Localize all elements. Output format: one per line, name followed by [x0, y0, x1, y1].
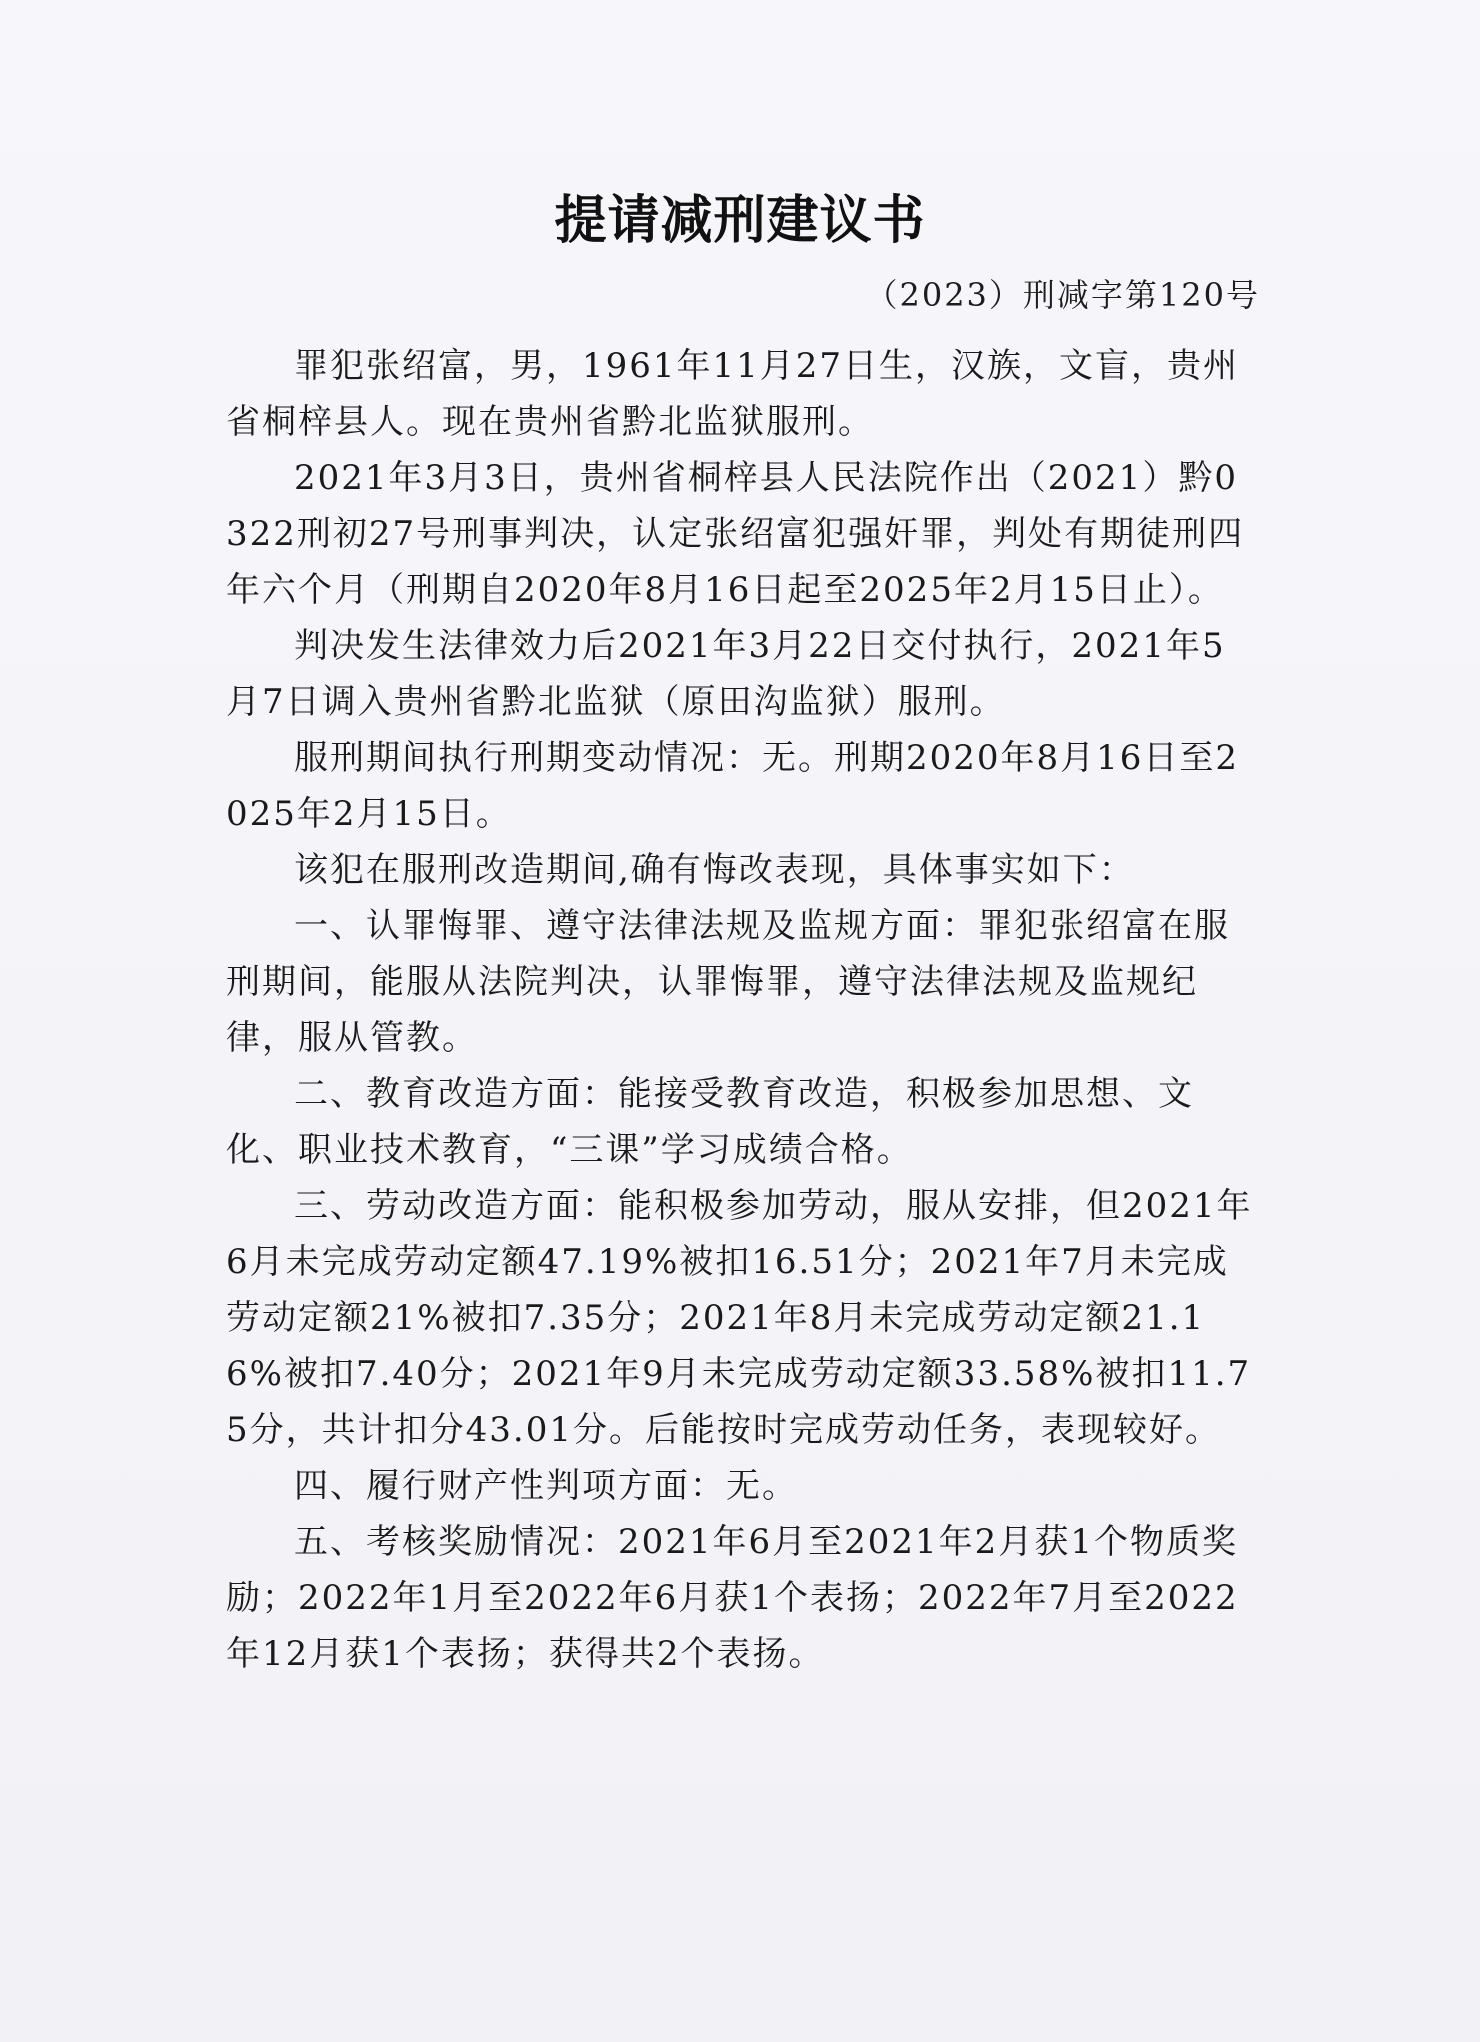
document-body: [226, 338, 1260, 1682]
document-number: （2023）刑减字第120号: [865, 276, 1260, 314]
paragraph-3: 判决发生法律效力后2021年3月22日交付执行，2021年5月7日调入贵州省黔北监狱（原田沟监狱）服刑。: [226, 626, 1226, 722]
paragraph-10: 五、考核奖励情况：2021年6月至2021年2月获1个物质奖励；2022年1月至2022年6月获1个表扬；2022年7月至2022年12月获1个表扬；获得共2个表扬。: [226, 1522, 1239, 1674]
paragraph-7: 二、教育改造方面：能接受教育改造，积极参加思想、文化、职业技术教育，“三课”学习成绩合格。: [226, 1074, 1194, 1170]
paragraph-4: 服刑期间执行刑期变动情况：无。刑期2020年8月16日至2025年2月15日。: [226, 738, 1240, 834]
paragraph-5: 该犯在服刑改造期间,确有悔改表现，具体事实如下：: [294, 850, 1135, 890]
document-title: 提请减刑建议书: [554, 190, 926, 251]
paragraph-1: 罪犯张绍富，男，1961年11月27日生，汉族，文盲，贵州省桐梓县人。现在贵州省黔北监狱服刑。: [226, 346, 1240, 442]
paragraph-6: 一、认罪悔罪、遵守法律法规及监规方面：罪犯张绍富在服刑期间，能服从法院判决，认罪悔罪，遵守法律法规及监规纪律，服从管教。: [226, 906, 1230, 1058]
paragraph-9: 四、履行财产性判项方面：无。: [294, 1466, 798, 1506]
paragraph-8: 三、劳动改造方面：能积极参加劳动，服从安排，但2021年6月未完成劳动定额47.19%被扣16.51分；2021年7月未完成劳动定额21%被扣7.35分；2021年8月未完成劳动定额21.16%被扣7.40分；2021年9月未完成劳动定额33.58%被扣11.75分，共计扣分43.01分。后能按时完成劳动任务，表现较好。: [226, 1186, 1253, 1450]
paragraph-2: 2021年3月3日，贵州省桐梓县人民法院作出（2021）黔0322刑初27号刑事判决，认定张绍富犯强奸罪，判处有期徒刑四年六个月（刑期自2020年8月16日起至2025年2月15日止）。: [226, 458, 1245, 610]
